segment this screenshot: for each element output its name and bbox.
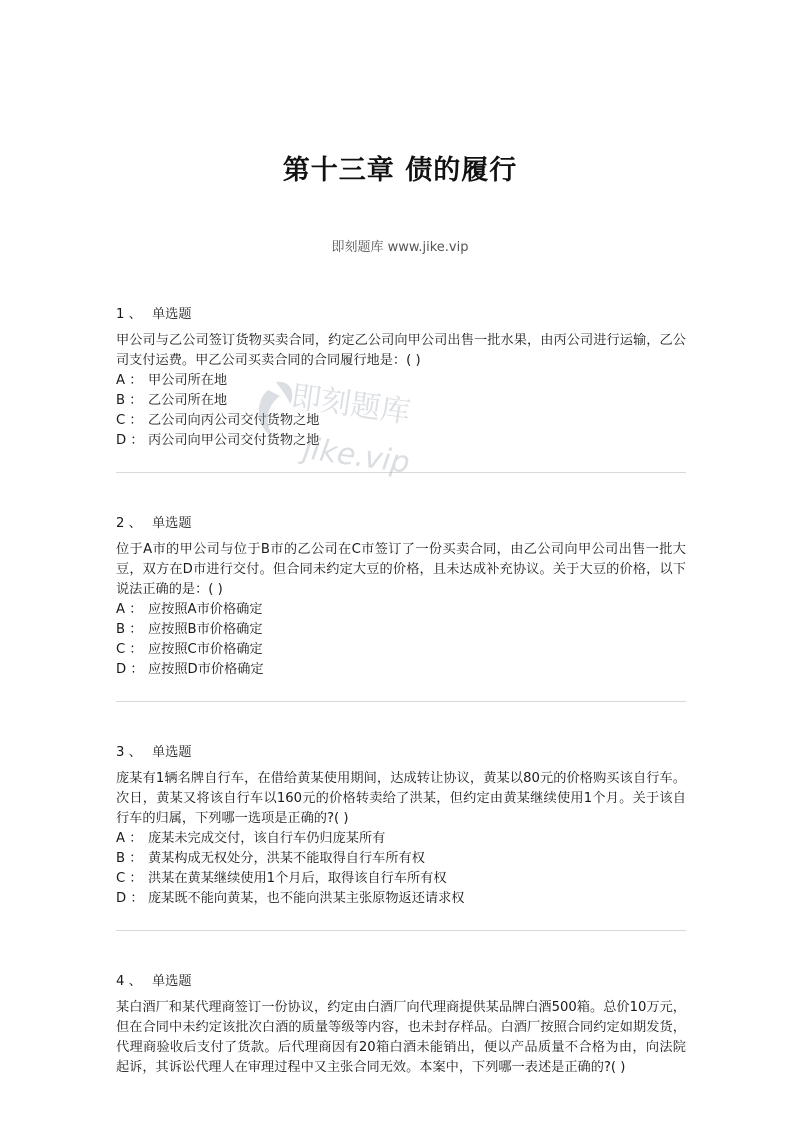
question-text: 甲公司与乙公司签订货物买卖合同，约定乙公司向甲公司出售一批水果，由丙公司进行运输，乙公司支付运费。甲乙公司买卖合同的合同履行地是：( ) xyxy=(116,333,686,368)
question-1 xyxy=(116,305,686,451)
option-c xyxy=(116,640,686,660)
divider xyxy=(116,472,686,473)
question-number: 3 、 xyxy=(116,745,142,760)
option-a xyxy=(116,371,686,391)
option-text: 应按照B市价格确定 xyxy=(148,622,263,637)
option-a xyxy=(116,600,686,620)
divider xyxy=(116,701,686,702)
option-letter: C ： xyxy=(116,413,143,428)
question-2 xyxy=(116,514,686,680)
option-letter: C ： xyxy=(116,642,143,657)
option-text: 应按照C市价格确定 xyxy=(148,642,263,657)
option-c xyxy=(116,869,686,889)
option-c xyxy=(116,411,686,431)
question-header xyxy=(116,743,686,763)
question-number: 2 、 xyxy=(116,516,142,531)
watermark-text-cn: 即刻题库 xyxy=(288,379,413,431)
question-text: 位于A市的甲公司与位于B市的乙公司在C市签订了一份买卖合同，由乙公司向甲公司出售一批大豆，双方在D市进行交付。但合同未约定大豆的价格，且未达成补充协议。关于大豆的价格，以下说法正确的是：( ) xyxy=(116,542,686,597)
option-text: 乙公司所在地 xyxy=(148,393,228,408)
option-letter: A ： xyxy=(116,602,143,617)
page-title: 第十三章 债的履行 xyxy=(282,155,518,186)
question-type: 单选题 xyxy=(151,974,192,989)
question-3 xyxy=(116,743,686,909)
option-text: 丙公司向甲公司交付货物之地 xyxy=(148,433,320,448)
question-number: 4 、 xyxy=(116,974,142,989)
divider xyxy=(116,930,686,931)
question-text: 庞某有1辆名牌自行车，在借给黄某使用期间，达成转让协议，黄某以80元的价格购买该自行车。次日，黄某又将该自行车以160元的价格转卖给了洪某，但约定由黄某继续使用1个月。关于该自行车的归属，下列哪一选项是正确的?( ) xyxy=(116,771,686,826)
option-text: 黄某构成无权处分，洪某不能取得自行车所有权 xyxy=(148,851,425,866)
option-letter: D ： xyxy=(116,662,144,677)
option-letter: D ： xyxy=(116,891,144,906)
option-text: 洪某在黄某继续使用1个月后，取得该自行车所有权 xyxy=(148,871,447,886)
question-text: 某白酒厂和某代理商签订一份协议，约定由白酒厂向代理商提供某品牌白酒500箱。总价10万元，但在合同中未约定该批次白酒的质量等级等内容，也未封存样品。白酒厂按照合同约定如期发货，代理商验收后支付了货款。后代理商因有20箱白酒未能销出，便以产品质量不合格为由，向法院起诉，其诉讼代理人在审理过程中又主张合同无效。本案中，下列哪一表述是正确的?( ) xyxy=(116,1000,686,1075)
option-b xyxy=(116,391,686,411)
option-letter: A ： xyxy=(116,373,143,388)
option-letter: B ： xyxy=(116,622,143,637)
option-letter: B ： xyxy=(116,851,143,866)
question-type: 单选题 xyxy=(151,745,192,760)
question-4 xyxy=(116,972,686,1078)
option-d xyxy=(116,660,686,680)
option-d xyxy=(116,431,686,451)
watermark-text-url: jike.vip xyxy=(300,431,412,481)
question-header xyxy=(116,305,686,325)
option-text: 甲公司所在地 xyxy=(148,373,228,388)
option-text: 庞某既不能向黄某，也不能向洪某主张原物返还请求权 xyxy=(148,891,465,906)
question-number: 1 、 xyxy=(116,307,142,322)
option-text: 应按照A市价格确定 xyxy=(148,602,263,617)
option-b xyxy=(116,620,686,640)
option-a xyxy=(116,829,686,849)
option-b xyxy=(116,849,686,869)
option-d xyxy=(116,889,686,909)
option-letter: B ： xyxy=(116,393,143,408)
question-list xyxy=(116,305,686,1078)
option-letter: C ： xyxy=(116,871,143,886)
option-text: 应按照D市价格确定 xyxy=(148,662,264,677)
page-subtitle: 即刻题库 www.jike.vip xyxy=(331,240,469,255)
question-header xyxy=(116,514,686,534)
option-text: 庞某未完成交付，该自行车仍归庞某所有 xyxy=(148,831,386,846)
question-type: 单选题 xyxy=(151,516,192,531)
question-header xyxy=(116,972,686,992)
option-letter: A ： xyxy=(116,831,143,846)
option-letter: D ： xyxy=(116,433,144,448)
question-type: 单选题 xyxy=(151,307,192,322)
option-text: 乙公司向丙公司交付货物之地 xyxy=(148,413,320,428)
